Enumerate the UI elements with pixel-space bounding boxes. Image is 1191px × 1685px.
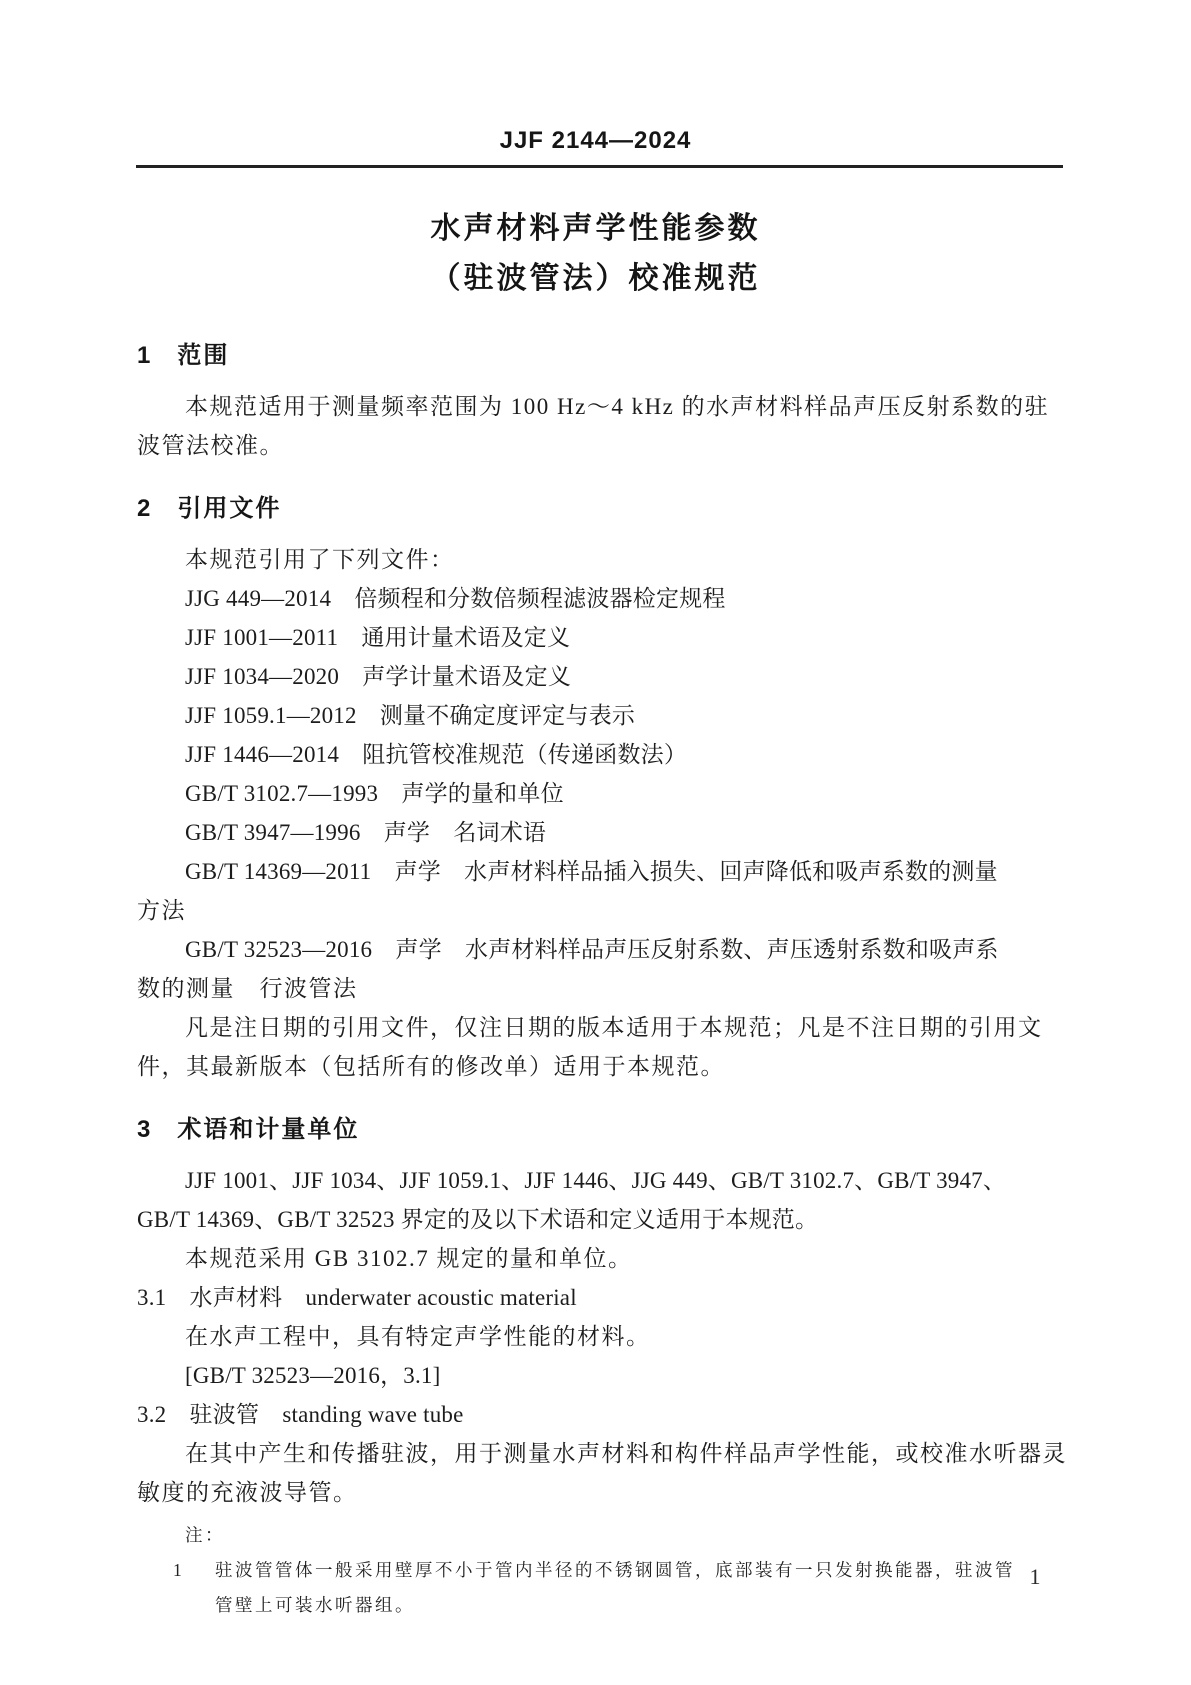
- reference-item: GB/T 3102.7—1993 声学的量和单位: [185, 781, 564, 806]
- section-terms: [137, 1110, 1067, 1623]
- reference-item-continuation: 方法: [137, 898, 186, 923]
- doc-title-line-2: （驻波管法）校准规范: [430, 262, 761, 295]
- reference-item: JJF 1446—2014 阻抗管校准规范（传递函数法）: [185, 742, 688, 767]
- section-number: 2: [137, 495, 151, 522]
- section-references: [137, 489, 1063, 1086]
- reference-item: JJF 1059.1—2012 测量不确定度评定与表示: [185, 703, 636, 728]
- section-number: 3: [137, 1116, 151, 1143]
- header-rule: [136, 165, 1063, 168]
- doc-code: JJF 2144—2024: [499, 127, 692, 154]
- reference-item: JJF 1001—2011 通用计量术语及定义: [185, 625, 571, 650]
- section-scope: [137, 336, 1063, 465]
- text-line: GB/T 14369、GB/T 32523 界定的及以下术语和定义适用于本规范。: [137, 1207, 819, 1232]
- doc-title: [0, 204, 1191, 304]
- text-line: 本规范引用了下列文件：: [185, 547, 455, 572]
- text-line: 凡是注日期的引用文件，仅注日期的版本适用于本规范；凡是不注日期的引用文: [185, 1015, 1043, 1040]
- note-item-number: 1: [173, 1560, 182, 1580]
- note-text-line: 管壁上可装水听器组。: [215, 1595, 415, 1615]
- reference-item-continuation: 数的测量 行波管法: [137, 976, 358, 1001]
- term-clause-3-2: 3.2 驻波管 standing wave tube: [137, 1402, 464, 1427]
- note-text-line: 驻波管管体一般采用壁厚不小于管内半径的不锈钢圆管，底部装有一只发射换能器，驻波管: [215, 1560, 1015, 1580]
- section-title: 引用文件: [177, 495, 282, 522]
- reference-item: GB/T 14369—2011 声学 水声材料样品插入损失、回声降低和吸声系数的测量: [185, 859, 998, 884]
- reference-item: JJF 1034—2020 声学计量术语及定义: [185, 664, 572, 689]
- term-source: [GB/T 32523—2016，3.1]: [185, 1363, 441, 1388]
- reference-item: JJG 449—2014 倍频程和分数倍频程滤波器检定规程: [185, 586, 726, 611]
- term-definition: 在其中产生和传播驻波，用于测量水声材料和构件样品声学性能，或校准水听器灵: [185, 1441, 1067, 1466]
- section-heading-1: [137, 336, 1063, 375]
- term-definition-continuation: 敏度的充液波导管。: [137, 1480, 358, 1505]
- note-block: [137, 1518, 1063, 1623]
- term-clause-3-1: 3.1 水声材料 underwater acoustic material: [137, 1285, 577, 1310]
- section-heading-3: [137, 1110, 1063, 1149]
- reference-item: GB/T 32523—2016 声学 水声材料样品声压反射系数、声压透射系数和吸声系: [185, 937, 999, 962]
- text-line: 本规范适用于测量频率范围为 100 Hz～4 kHz 的水声材料样品声压反射系数的驻: [185, 394, 1050, 419]
- text-line: JJF 1001、JJF 1034、JJF 1059.1、JJF 1446、JJG 449、GB/T 3102.7、GB/T 3947、: [185, 1168, 1007, 1193]
- term-definition: 在水声工程中，具有特定声学性能的材料。: [185, 1324, 651, 1349]
- page-number: 1: [1029, 1564, 1041, 1589]
- doc-title-line-1: 水声材料声学性能参数: [430, 212, 761, 245]
- section-heading-2: [137, 489, 1063, 528]
- reference-item: GB/T 3947—1996 声学 名词术语: [185, 820, 547, 845]
- note-label: 注：: [185, 1525, 225, 1545]
- section-number: 1: [137, 342, 151, 369]
- text-line: 件，其最新版本（包括所有的修改单）适用于本规范。: [137, 1054, 725, 1079]
- section-title: 范围: [177, 342, 230, 369]
- text-line: 波管法校准。: [137, 433, 284, 458]
- document-body: [137, 336, 1067, 1623]
- note-item: [137, 1553, 1063, 1623]
- text-line: 本规范采用 GB 3102.7 规定的量和单位。: [185, 1246, 633, 1271]
- section-title: 术语和计量单位: [177, 1116, 360, 1143]
